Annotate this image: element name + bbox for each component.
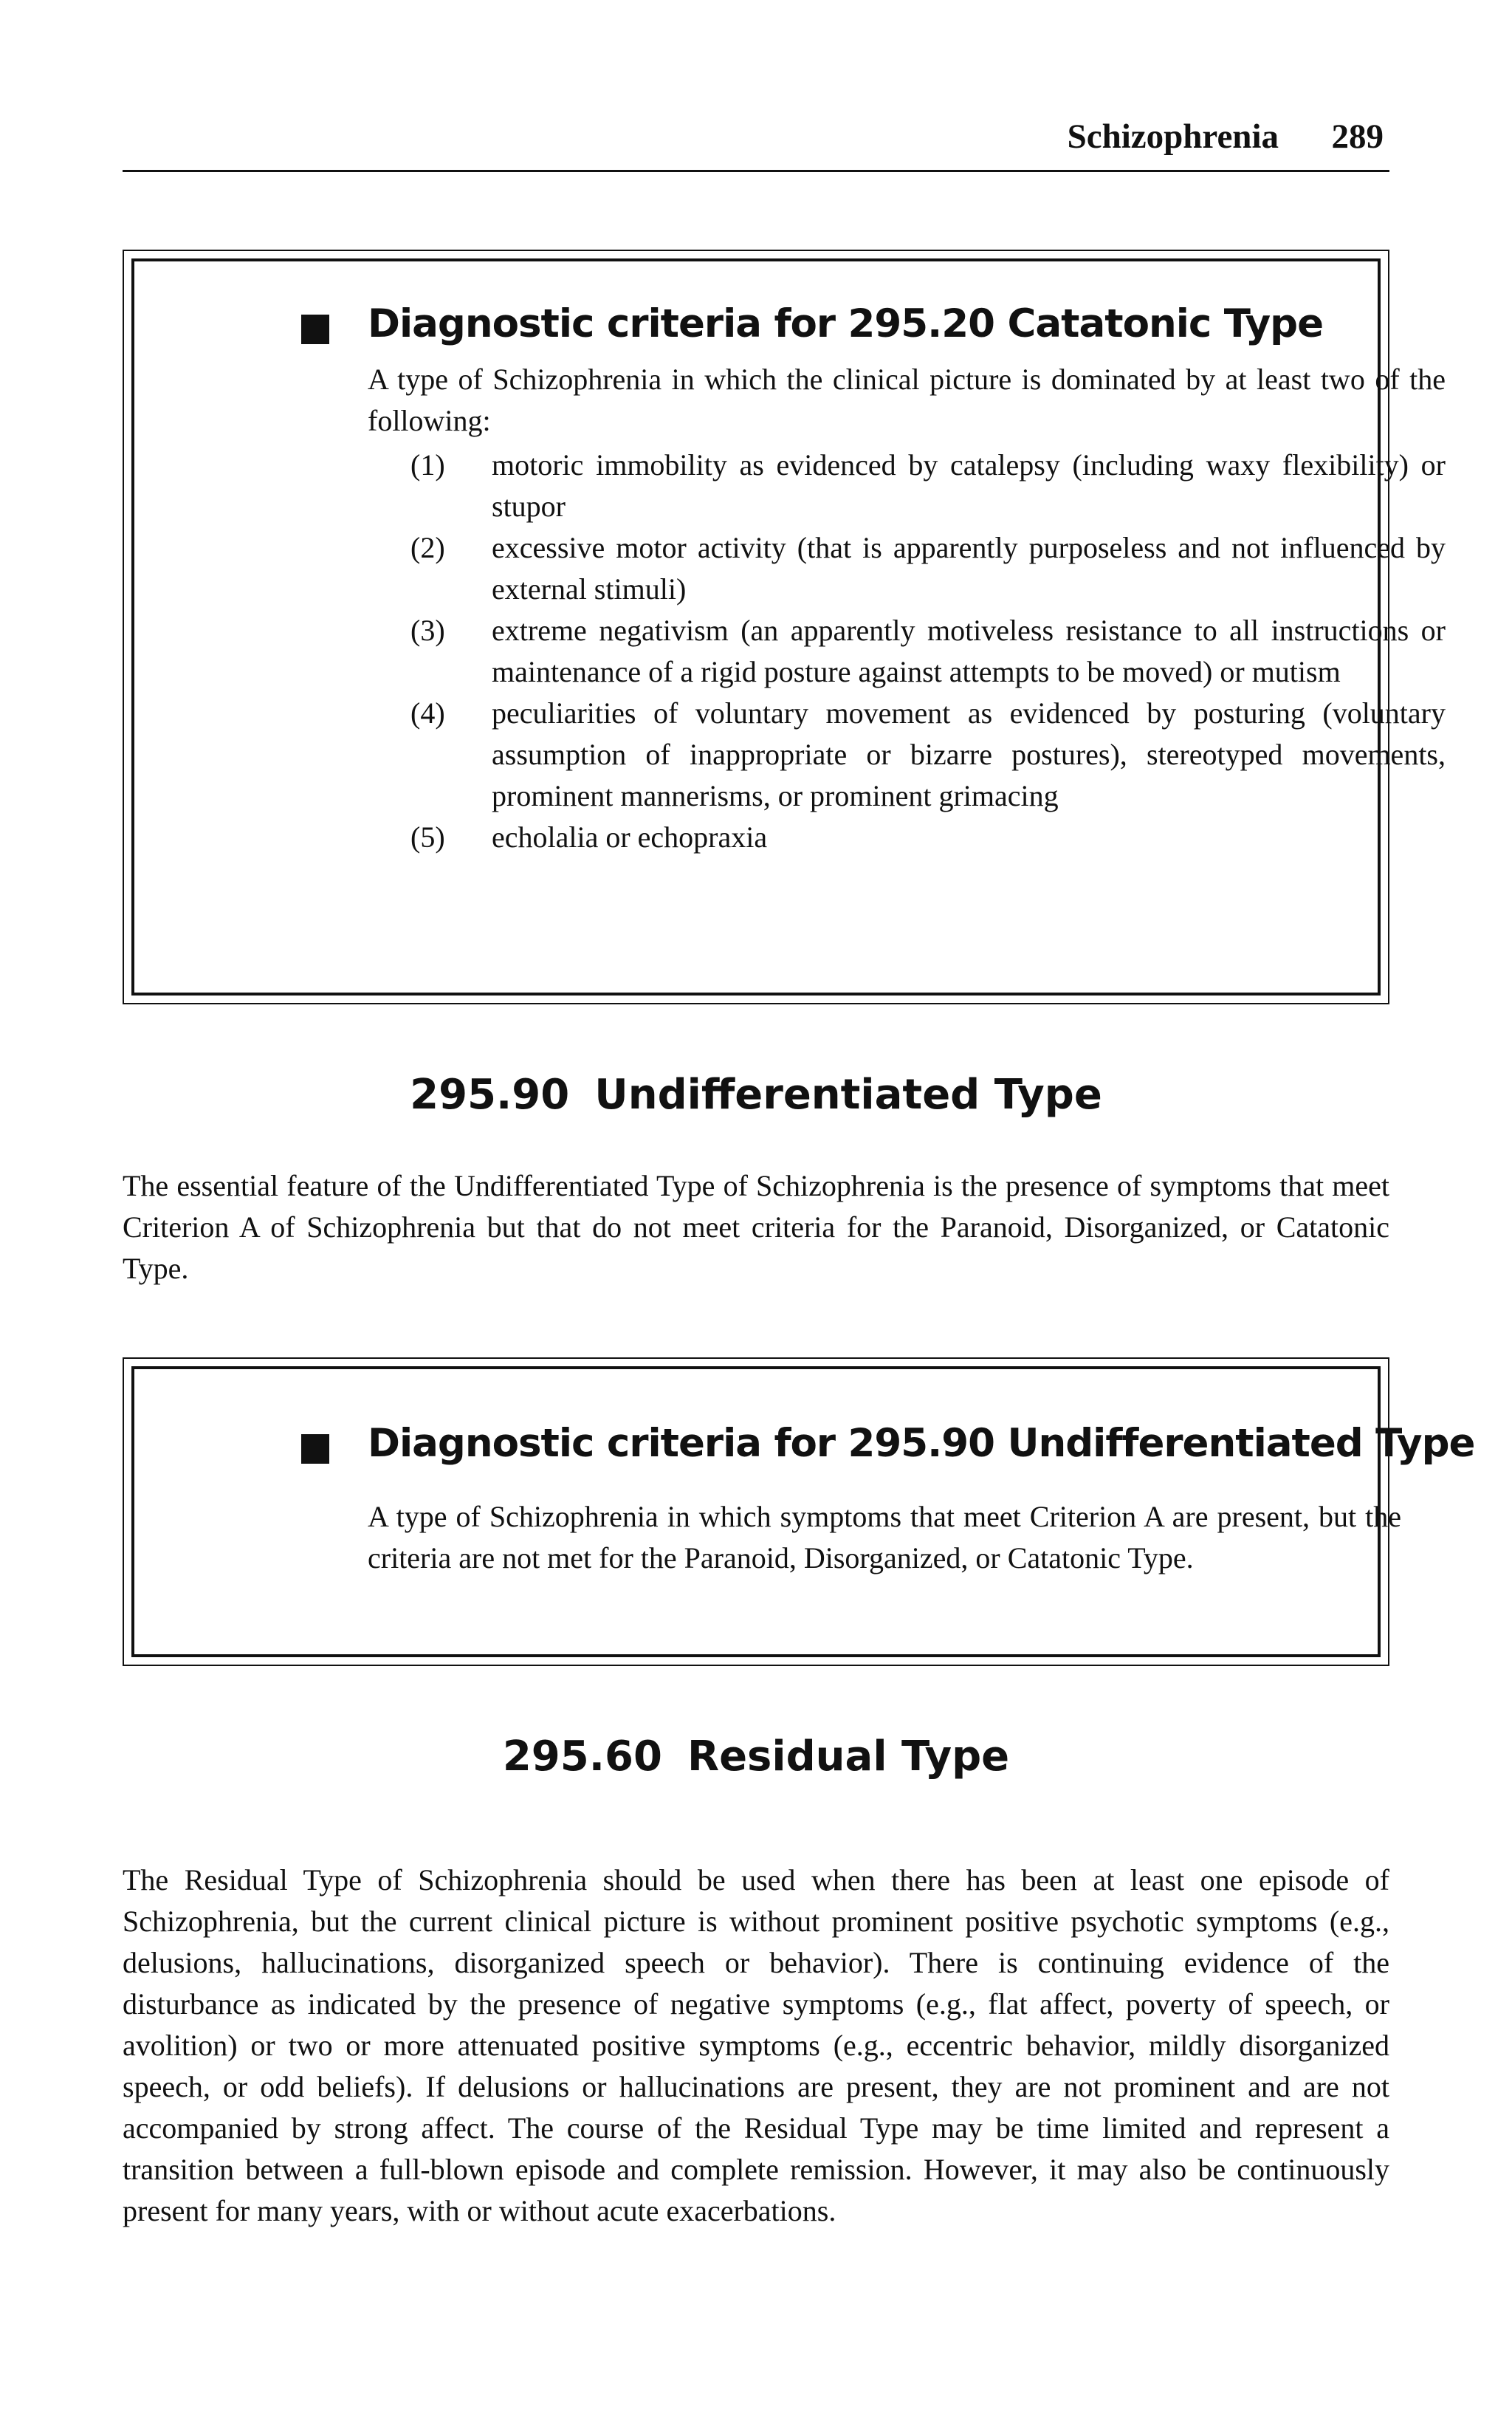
criterion-number: (1) xyxy=(410,448,445,482)
criterion-number: (5) xyxy=(410,820,445,854)
undifferentiated-criteria-box xyxy=(123,1357,1475,1666)
catatonic-criteria-intro: A type of Schizophrenia in which the clinical picture is dominated by at least two of the following: xyxy=(368,363,1446,437)
criterion-item xyxy=(369,693,1446,817)
residual-paragraph: The Residual Type of Schizophrenia should be used when there has been at least one episode of Schizophrenia, but the current clinical picture is without prominent positive psychotic symptoms (e.g., delusions, hallucinations, disorganized speech or behavior). There is continuing evidence of the disturbance as indicated by the presence of negative symptoms (e.g., flat affect, poverty of speech, or avolition) or two or more attenuated positive symptoms (e.g., eccentric behavior, mildly disorganized speech, or odd beliefs). If delusions or hallucinations are present, they are not prominent and are not accompanied by strong affect. The course of the Residual Type may be time limited and represent a transition between a full-blown episode and complete remission. However, it may also be continuously present for many years, with or without acute exacerbations. xyxy=(123,1863,1389,2227)
section-code: 295.90 xyxy=(410,1071,570,1119)
undifferentiated-criteria-text: A type of Schizophrenia in which symptoms that meet Criterion A are present, but the criteria are not met for the Paranoid, Disorganized, or Catatonic Type. xyxy=(368,1500,1401,1574)
criterion-text: peculiarities of voluntary movement as evidenced by posturing (voluntary assumption of inappropriate or bizarre postures), stereotyped movements, prominent mannerisms, or prominent grimacing xyxy=(492,696,1446,812)
page-number: 289 xyxy=(1331,117,1384,156)
running-header-title: Schizophrenia xyxy=(1067,117,1279,156)
criterion-item xyxy=(369,445,1446,527)
catatonic-criteria-heading: Diagnostic criteria for 295.20 Catatonic Type xyxy=(368,301,1324,346)
section-code: 295.60 xyxy=(502,1733,662,1781)
criterion-number: (3) xyxy=(410,614,445,647)
running-header xyxy=(123,111,1389,172)
criterion-number: (4) xyxy=(410,696,445,730)
undifferentiated-section-heading xyxy=(0,1071,1512,1119)
criterion-text: echolalia or echopraxia xyxy=(492,820,768,854)
criterion-item xyxy=(369,527,1446,610)
undifferentiated-paragraph: The essential feature of the Undifferentiated Type of Schizophrenia is the presence of symptoms that meet Criterion A of Schizophrenia but that do not meet criteria for the Paranoid, Disorganized, or Catatonic Type. xyxy=(123,1169,1389,1285)
criterion-item xyxy=(369,817,1446,858)
criterion-number: (2) xyxy=(410,531,445,564)
criterion-text: motoric immobility as evidenced by catalepsy (including waxy flexibility) or stupor xyxy=(492,448,1446,523)
undifferentiated-criteria-heading: Diagnostic criteria for 295.90 Undifferentiated Type xyxy=(368,1421,1475,1466)
criterion-text: excessive motor activity (that is apparently purposeless and not influenced by external stimuli) xyxy=(492,531,1446,606)
section-title: Residual Type xyxy=(687,1733,1010,1781)
criterion-text: extreme negativism (an apparently motiveless resistance to all instructions or maintenance of a rigid posture against attempts to be moved) or mutism xyxy=(492,614,1446,688)
catatonic-criteria-list xyxy=(369,445,1446,858)
section-title: Undifferentiated Type xyxy=(594,1071,1102,1119)
square-bullet-icon xyxy=(301,315,329,344)
catatonic-criteria-box xyxy=(123,250,1446,1004)
residual-section-heading xyxy=(0,1733,1512,1781)
criterion-item xyxy=(369,610,1446,693)
square-bullet-icon xyxy=(301,1434,329,1464)
